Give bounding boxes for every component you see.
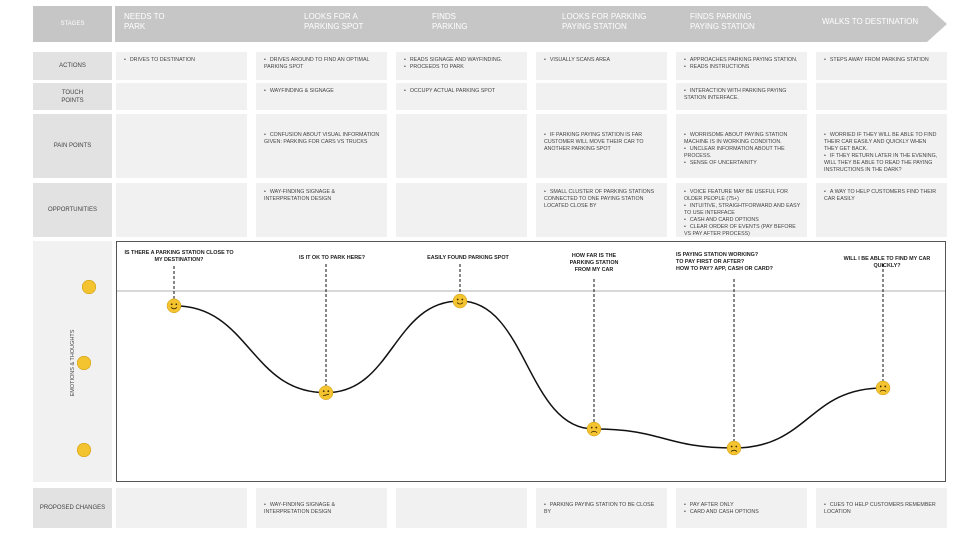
bullet-item: • APPROACHES PARKING PAYING STATION.	[684, 57, 801, 64]
emotion-point-grin-icon	[453, 294, 467, 308]
bullet-item: • IF PARKING PAYING STATION IS FAR CUSTOMER WILL MOVE THEIR CAR TO ANOTHER PARKING SPOT	[544, 132, 661, 153]
emotions-label: EMOTIONS & THOUGHTS	[70, 329, 76, 397]
row-label-actions: ACTIONS	[33, 52, 112, 80]
bullet-item: • CASH AND CARD OPTIONS	[684, 217, 801, 224]
stage-header-1: NEEDS TO PARK	[124, 12, 165, 31]
bullet-item: • STEPS AWAY FROM PARKING STATION	[824, 57, 941, 64]
emotion-point-grin-icon	[167, 299, 181, 313]
thought-2: IS IT OK TO PARK HERE?	[299, 255, 365, 261]
bullet-item: • SMALL CLUSTER OF PARKING STATIONS CONNECTED TO ONE PAYING STATION LOCATED CLOSE BY	[544, 189, 661, 210]
thought-5: IS PAYING STATION WORKING? TO PAY FIRST OR AFTER? HOW TO PAY? APP, CASH OR CARD?	[676, 252, 773, 272]
bullet-item: • WAYFINDING & SIGNAGE	[264, 88, 381, 95]
bullet-item: • WORRISOME ABOUT PAYING STATION MACHINE IS IN WORKING CONDITION.	[684, 132, 801, 146]
emotion-point-worried-icon	[587, 422, 601, 436]
bullet-item: • A WAY TO HELP CUSTOMERS FIND THEIR CAR EASILY	[824, 189, 941, 203]
row-label-pain-points: PAIN POINTS	[33, 114, 112, 178]
bullet-item: • CONFUSION ABOUT VISUAL INFORMATION GIVEN: PARKING FOR CARS VS TRUCKS	[264, 132, 381, 146]
thought-1: IS THERE A PARKING STATION CLOSE TO MY DESTINATION?	[124, 250, 234, 263]
stage-header-3: FINDS PARKING	[432, 12, 468, 31]
bullet-item: • WORRIED IF THEY WILL BE ABLE TO FIND THEIR CAR EASILY AND QUICKLY WHEN THEY GET BACK.	[824, 132, 941, 153]
emotion-point-worried-icon	[876, 381, 890, 395]
bullet-item: • CLEAR ORDER OF EVENTS (PAY BEFORE VS PAY AFTER PROCESS)	[684, 224, 801, 238]
row-label-touch-points: TOUCH POINTS	[33, 83, 112, 110]
bullet-item: • DRIVES TO DESTINATION	[124, 57, 241, 64]
bullet-item: • CUES TO HELP CUSTOMERS REMEMBER LOCATION	[824, 502, 941, 516]
bullet-item: • READS SIGNAGE AND WAYFINDING.	[404, 57, 521, 64]
bullet-item: • PARKING PAYING STATION TO BE CLOSE BY	[544, 502, 661, 516]
bullet-item: • SENSE OF UNCERTAINITY	[684, 160, 801, 167]
bullet-item: • IF THEY RETURN LATER IN THE EVENING, WILL THEY BE ABLE TO READ THE PAYING INSTRUCTIONS IN THE DARK?	[824, 153, 941, 174]
bullet-item: • OCCUPY ACTUAL PARKING SPOT	[404, 88, 521, 95]
bullet-item: • VISUALLY SCANS AREA	[544, 57, 661, 64]
bullet-item: • PAY AFTER ONLY	[684, 502, 801, 509]
bullet-item: • PROCEEDS TO PARK	[404, 64, 521, 71]
bullet-item: • WAY-FINDING SIGNAGE & INTERPRETATION DESIGN	[264, 189, 381, 203]
stage-header-2: LOOKS FOR A PARKING SPOT	[304, 12, 364, 31]
bullet-item: • READS INSTRUCTIONS	[684, 64, 801, 71]
stages-label: STAGES	[33, 6, 112, 42]
bullet-item: • INTERACTION WITH PARKING PAYING STATION INTERFACE.	[684, 88, 801, 102]
bullet-item: • WAY-FINDING SIGNAGE & INTERPRETATION DESIGN	[264, 502, 381, 516]
emotion-point-sad-icon	[727, 441, 741, 455]
emotion-point-confused-icon	[319, 386, 333, 400]
thought-6: WILL I BE ABLE TO FIND MY CAR QUICKLY?	[843, 256, 931, 269]
bullet-item: • VOICE FEATURE MAY BE USEFUL FOR OLDER PEOPLE (75+)	[684, 189, 801, 203]
thought-4: HOW FAR IS THE PARKING STATION FROM MY CAR	[569, 253, 619, 273]
bullet-item: • DRIVES AROUND TO FIND AN OPTIMAL PARKING SPOT	[264, 57, 381, 71]
bullet-item: • CARD AND CASH OPTIONS	[684, 509, 801, 516]
emotion-curve	[174, 301, 883, 448]
row-label-proposed-changes: PROPOSED CHANGES	[33, 488, 112, 528]
row-label-opportunities: OPPORTUNITIES	[33, 183, 112, 237]
bullet-item: • UNCLEAR INFORMATION ABOUT THE PROCESS.	[684, 146, 801, 160]
bullet-item: • INTUITIVE, STRAIGHTFORWARD AND EASY TO USE INTERFACE	[684, 203, 801, 217]
stage-header-6: WALKS TO DESTINATION	[822, 17, 919, 26]
thought-3: EASILY FOUND PARKING SPOT	[427, 255, 509, 261]
stage-header-5: FINDS PARKING PAYING STATION	[690, 12, 755, 31]
stage-header-4: LOOKS FOR PARKING PAYING STATION	[562, 12, 647, 31]
